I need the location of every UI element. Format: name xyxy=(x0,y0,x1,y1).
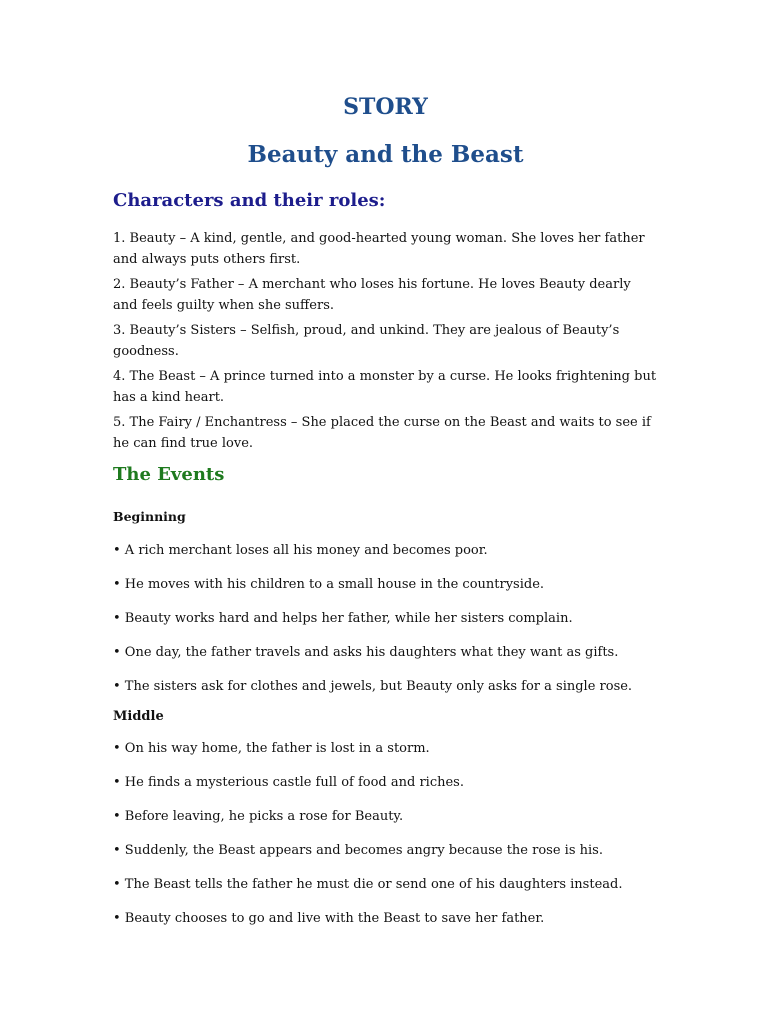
middle-events-list xyxy=(113,739,658,928)
event-item: • The sisters ask for clothes and jewels, but Beauty only asks for a single rose. xyxy=(113,679,633,694)
event-item: • One day, the father travels and asks his daughters what they want as gifts. xyxy=(113,645,619,660)
event-item: • Beauty works hard and helps her father, while her sisters complain. xyxy=(113,611,573,626)
event-item: • A rich merchant loses all his money and becomes poor. xyxy=(113,543,488,558)
event-item: • Beauty chooses to go and live with the Beast to save her father. xyxy=(113,911,545,926)
character-item: 4. The Beast – A prince turned into a monster by a curse. He looks frightening but has a kind heart. xyxy=(113,369,657,405)
character-item: 3. Beauty’s Sisters – Selfish, proud, and unkind. They are jealous of Beauty’s goodness. xyxy=(113,323,620,359)
character-item: 2. Beauty’s Father – A merchant who loses his fortune. He loves Beauty dearly and feels guilty when she suffers. xyxy=(113,277,631,313)
event-item: • On his way home, the father is lost in a storm. xyxy=(113,741,430,756)
beginning-events-list xyxy=(113,541,658,696)
character-item: 5. The Fairy / Enchantress – She placed the curse on the Beast and waits to see if he can find true love. xyxy=(113,415,651,451)
event-item: • He moves with his children to a small house in the countryside. xyxy=(113,577,545,592)
story-label: STORY xyxy=(343,94,428,120)
character-item: 1. Beauty – A kind, gentle, and good-hearted young woman. She loves her father and always puts others first. xyxy=(113,231,645,267)
beginning-heading: Beginning xyxy=(113,509,186,524)
event-item: • The Beast tells the father he must die or send one of his daughters instead. xyxy=(113,877,623,892)
event-item: • Before leaving, he picks a rose for Beauty. xyxy=(113,809,404,824)
event-item: • He finds a mysterious castle full of food and riches. xyxy=(113,775,464,790)
events-heading: The Events xyxy=(113,464,225,485)
characters-list xyxy=(113,228,658,454)
characters-heading: Characters and their roles: xyxy=(113,190,386,211)
page-title: Beauty and the Beast xyxy=(247,141,524,168)
event-item: • Suddenly, the Beast appears and becomes angry because the rose is his. xyxy=(113,843,603,858)
middle-heading: Middle xyxy=(113,709,164,724)
